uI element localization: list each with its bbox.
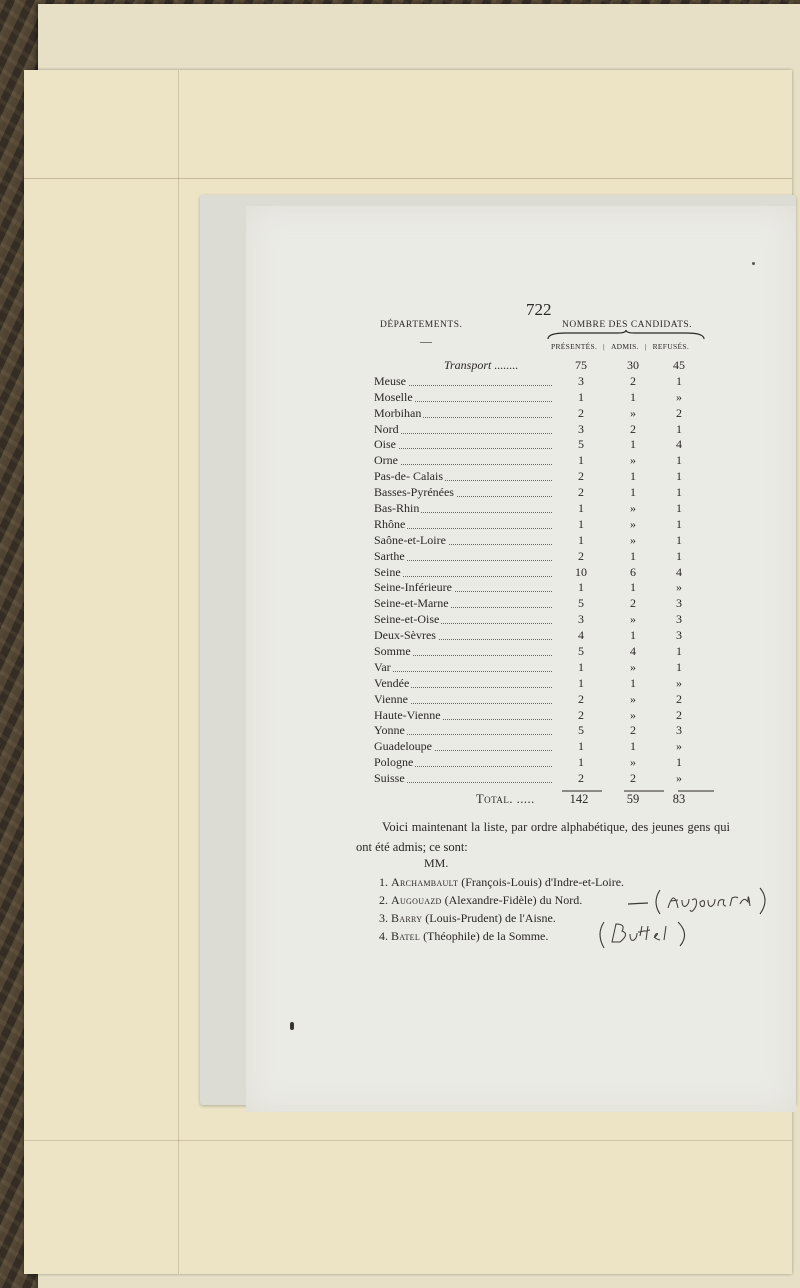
admitted-list xyxy=(379,873,624,945)
sub-headers xyxy=(548,342,692,351)
cell-admis: » xyxy=(630,691,636,706)
department-name: Basses-Pyrénées xyxy=(374,485,454,500)
cell-refuses: » xyxy=(676,739,682,754)
list-item: 2. Augouazd (Alexandre-Fidèle) du Nord. xyxy=(379,893,583,907)
list-item: 1. Archambault (François-Louis) d'Indre-et-Loire. xyxy=(379,875,625,889)
cell-refuses: 4 xyxy=(676,564,682,579)
handwritten-note-augouard xyxy=(626,884,776,918)
department-name: Rhône xyxy=(374,516,406,531)
cell-refuses: » xyxy=(676,580,682,595)
cell-presentes: 3 xyxy=(578,373,584,388)
table-row xyxy=(374,374,714,390)
cell-presentes: 4 xyxy=(578,628,584,643)
cell-presentes: 1 xyxy=(578,739,584,754)
total-refuses: 83 xyxy=(672,792,686,806)
total-row xyxy=(374,792,734,812)
cell-admis: » xyxy=(630,516,636,531)
cell-refuses: 1 xyxy=(676,532,682,547)
cell-refuses: 1 xyxy=(676,373,682,388)
transport-label: Transport ........ xyxy=(444,358,519,372)
cell-refuses: 1 xyxy=(676,516,682,531)
cell-presentes: 1 xyxy=(578,453,584,468)
cell-refuses: 3 xyxy=(676,596,682,611)
department-name: Somme xyxy=(374,644,411,659)
cell-admis: » xyxy=(630,612,636,627)
cell-admis: » xyxy=(630,659,636,674)
page-number: 722 xyxy=(526,300,552,319)
cell-admis: 6 xyxy=(630,564,636,579)
table-row xyxy=(374,501,714,517)
list-item: 4. Batel (Théophile) de la Somme. xyxy=(379,929,549,943)
department-name: Yonne xyxy=(374,723,405,738)
cell-presentes: 5 xyxy=(578,596,584,611)
department-name: Suisse xyxy=(374,771,405,786)
cell-admis: » xyxy=(630,501,636,516)
department-name: Vendée xyxy=(374,675,410,690)
cell-admis: » xyxy=(630,453,636,468)
intro-paragraph: Voici maintenant la liste, par ordre alphabétique, des jeunes gens qui ont été admis; ce sont: xyxy=(356,820,730,854)
department-name: Pas-de- Calais xyxy=(374,469,443,484)
cell-presentes: 2 xyxy=(578,485,584,500)
cell-refuses: » xyxy=(676,771,682,786)
sub-header-presentes: PRÉSENTÉS. xyxy=(551,342,598,351)
department-name: Vienne xyxy=(374,691,408,706)
cell-refuses: 1 xyxy=(676,659,682,674)
cell-admis: » xyxy=(630,755,636,770)
cell-presentes: 1 xyxy=(578,675,584,690)
total-admis: 59 xyxy=(626,792,640,806)
department-name: Seine-et-Marne xyxy=(374,596,449,611)
cell-presentes: 1 xyxy=(578,389,584,404)
cell-refuses: 1 xyxy=(676,644,682,659)
cell-admis: 1 xyxy=(630,437,636,452)
cell-refuses: 2 xyxy=(676,691,682,706)
table-row xyxy=(374,596,714,612)
ink-mark xyxy=(290,1022,294,1030)
department-name: Meuse xyxy=(374,373,406,388)
cell-presentes: 2 xyxy=(578,771,584,786)
cell-presentes: 75 xyxy=(575,358,587,372)
list-item: 3. Barry (Louis-Prudent) de l'Aisne. xyxy=(379,911,556,925)
department-name: Saône-et-Loire xyxy=(374,532,446,547)
total-label: Total. ..... xyxy=(476,792,535,806)
table-row xyxy=(374,771,714,787)
table-row xyxy=(374,549,714,565)
fold-line xyxy=(24,1140,792,1141)
cell-refuses: 1 xyxy=(676,421,682,436)
table-row xyxy=(374,565,714,581)
table-row xyxy=(374,628,714,644)
department-name: Deux-Sèvres xyxy=(374,628,436,643)
handwritten-note-battel xyxy=(596,916,696,950)
header-brace xyxy=(546,330,706,340)
dot-leader xyxy=(374,464,552,465)
cell-admis: 1 xyxy=(630,675,636,690)
cell-admis: 30 xyxy=(627,358,639,372)
cell-presentes: 3 xyxy=(578,421,584,436)
cell-presentes: 5 xyxy=(578,437,584,452)
table-row xyxy=(374,517,714,533)
mm-heading: MM. xyxy=(424,856,449,870)
cell-presentes: 2 xyxy=(578,469,584,484)
header-nombre-candidats: NOMBRE DES CANDIDATS. xyxy=(562,320,693,330)
table-row xyxy=(374,692,714,708)
cell-admis: 2 xyxy=(630,771,636,786)
cell-admis: » xyxy=(630,532,636,547)
cell-refuses: 2 xyxy=(676,707,682,722)
table-body xyxy=(374,374,714,787)
cell-admis: 2 xyxy=(630,723,636,738)
header-departments: DÉPARTEMENTS. xyxy=(380,320,463,330)
cell-refuses: 1 xyxy=(676,755,682,770)
department-name: Morbihan xyxy=(374,405,422,420)
cell-refuses: 1 xyxy=(676,469,682,484)
separator: | xyxy=(603,342,605,351)
department-name: Oise xyxy=(374,437,396,452)
cell-admis: » xyxy=(630,707,636,722)
cell-admis: 2 xyxy=(630,596,636,611)
department-name: Seine xyxy=(374,564,401,579)
table-row xyxy=(374,437,714,453)
cell-refuses: 3 xyxy=(676,612,682,627)
cell-presentes: 1 xyxy=(578,659,584,674)
table-row xyxy=(374,676,714,692)
candidates-table xyxy=(374,358,714,787)
department-name: Haute-Vienne xyxy=(374,707,441,722)
dot-leader xyxy=(374,671,552,672)
department-name: Orne xyxy=(374,453,398,468)
table-row xyxy=(374,755,714,771)
ink-speck xyxy=(752,262,755,265)
cell-presentes: 2 xyxy=(578,405,584,420)
table-row xyxy=(374,390,714,406)
cell-refuses: 4 xyxy=(676,437,682,452)
department-name: Var xyxy=(374,659,391,674)
cell-admis: 1 xyxy=(630,389,636,404)
cell-presentes: 1 xyxy=(578,755,584,770)
cell-presentes: 3 xyxy=(578,612,584,627)
transport-row xyxy=(374,358,714,374)
cell-presentes: 5 xyxy=(578,723,584,738)
table-row xyxy=(374,708,714,724)
cell-presentes: 2 xyxy=(578,548,584,563)
sub-header-admis: ADMIS. xyxy=(610,342,639,351)
sub-header-refuses: REFUSÉS. xyxy=(652,342,689,351)
table-row xyxy=(374,723,714,739)
cell-refuses: 1 xyxy=(676,548,682,563)
dot-leader xyxy=(374,448,552,449)
cell-refuses: 3 xyxy=(676,723,682,738)
cell-admis: 1 xyxy=(630,469,636,484)
cell-refuses: 45 xyxy=(673,358,685,372)
table-row xyxy=(374,612,714,628)
department-name: Nord xyxy=(374,421,399,436)
table-row xyxy=(374,580,714,596)
printed-page xyxy=(246,206,796,1112)
cell-admis: 1 xyxy=(630,548,636,563)
cell-refuses: 3 xyxy=(676,628,682,643)
cell-refuses: 1 xyxy=(676,485,682,500)
fold-line xyxy=(178,70,179,1274)
cell-presentes: 2 xyxy=(578,707,584,722)
cell-presentes: 1 xyxy=(578,516,584,531)
department-name: Guadeloupe xyxy=(374,739,432,754)
cell-presentes: 2 xyxy=(578,691,584,706)
cell-presentes: 5 xyxy=(578,644,584,659)
table-row xyxy=(374,739,714,755)
table-row xyxy=(374,485,714,501)
cell-admis: 1 xyxy=(630,739,636,754)
cell-refuses: 1 xyxy=(676,501,682,516)
table-row xyxy=(374,469,714,485)
cell-admis: 1 xyxy=(630,485,636,500)
cell-refuses: 1 xyxy=(676,453,682,468)
department-name: Seine-Inférieure xyxy=(374,580,452,595)
header-dash: — xyxy=(420,334,432,348)
table-row xyxy=(374,406,714,422)
cell-refuses: 2 xyxy=(676,405,682,420)
total-presentes: 142 xyxy=(569,792,589,806)
department-name: Seine-et-Oise xyxy=(374,612,440,627)
department-name: Sarthe xyxy=(374,548,405,563)
cell-admis: 1 xyxy=(630,628,636,643)
cell-admis: 1 xyxy=(630,580,636,595)
cell-presentes: 1 xyxy=(578,532,584,547)
table-row xyxy=(374,453,714,469)
separator: | xyxy=(644,342,647,351)
cell-presentes: 1 xyxy=(578,580,584,595)
cell-admis: 2 xyxy=(630,373,636,388)
table-row xyxy=(374,533,714,549)
cell-admis: 4 xyxy=(630,644,636,659)
cell-admis: » xyxy=(630,405,636,420)
department-name: Pologne xyxy=(374,755,414,770)
cell-presentes: 1 xyxy=(578,501,584,516)
fold-line xyxy=(24,178,792,179)
table-row xyxy=(374,422,714,438)
table-row xyxy=(374,644,714,660)
cell-admis: 2 xyxy=(630,421,636,436)
cell-refuses: » xyxy=(676,389,682,404)
cell-presentes: 10 xyxy=(575,564,587,579)
table-row xyxy=(374,660,714,676)
department-name: Bas-Rhin xyxy=(374,501,420,516)
cell-refuses: » xyxy=(676,675,682,690)
department-name: Moselle xyxy=(374,389,413,404)
